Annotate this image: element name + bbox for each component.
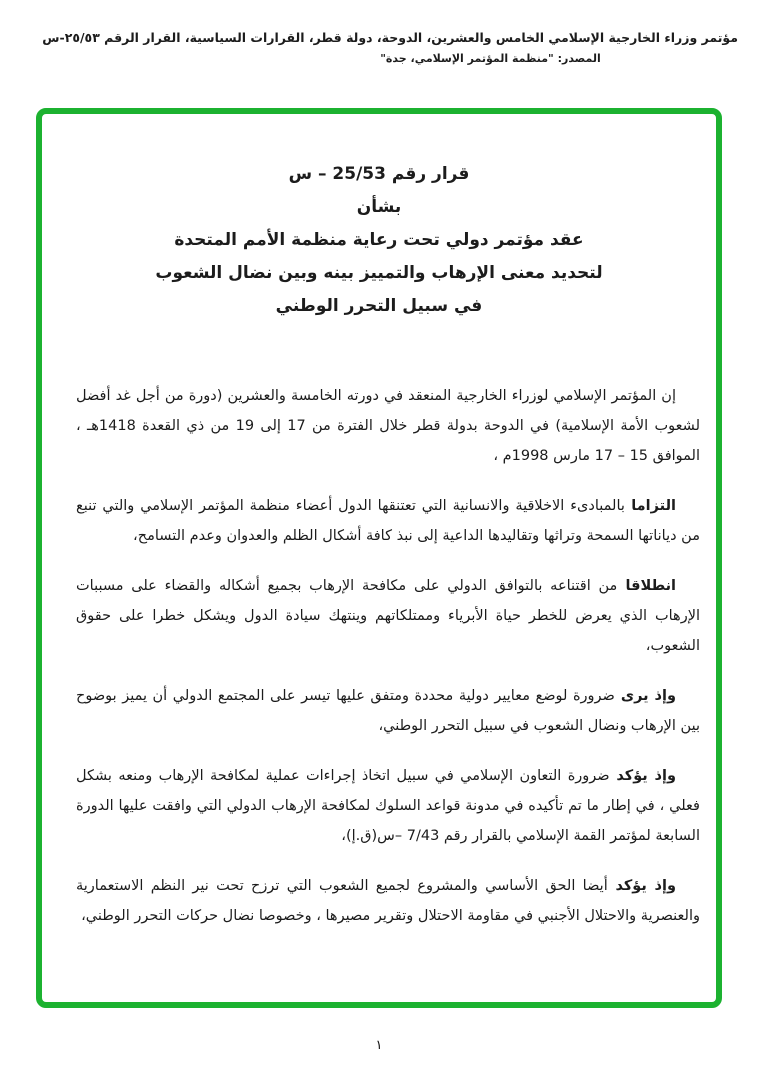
header-source: المصدر: "منظمة المؤتمر الإسلامي، جدة" [380,52,601,65]
paragraph-lead: وإذ يرى [614,688,676,704]
resolution-body [42,381,716,931]
paragraph-text: بالمبادىء الاخلاقية والانسانية التي تعتنقها الدول أعضاء منظمة المؤتمر الإسلامي والتي تنبع من دياناتها السمحة وتراثها وتقاليدها الداعية إلى نبذ كافة أشكال الظلم والعدوان وعدم التسامح، [76,498,700,544]
paragraph-lead: انطلاقا [617,578,676,594]
title-subject-line-3: في سبيل التحرر الوطني [275,296,483,316]
paragraph-considering [76,681,700,741]
title-resolution-number: قرار رقم 25/53 – س [288,164,470,184]
title-subject-line-1: عقد مؤتمر دولي تحت رعاية منظمة الأمم المتحدة [174,230,584,250]
paragraph-lead: وإذ يؤكد [607,878,676,894]
paragraph-lead: التزاما [624,498,676,514]
paragraph-preamble [76,381,700,471]
title-regarding: بشأن [356,197,402,217]
paragraph-affirming-rights [76,871,700,931]
paragraph-lead: وإذ يؤكد [609,768,676,784]
paragraph-text: من اقتناعه بالتوافق الدولي على مكافحة الإرهاب بجميع أشكاله والقضاء على مسببات الإرهاب الذي يعرض للخطر حياة الأبرياء وممتلكاتهم وينتهك سيادة الدول ويشكل خطرا على حقوق الشعوب، [76,578,700,654]
paragraph-text: إن المؤتمر الإسلامي لوزراء الخارجية المنعقد في دورته الخامسة والعشرين (دورة من أجل غد أفضل لشعوب الأمة الإسلامية) في الدوحة بدولة قطر خلال الفترة من 17 إلى 19 من ذي القعدة 1418هـ ، الموافق 15 – 17 مارس 1998م ، [76,388,700,464]
paragraph-affirming-cooperation [76,761,700,851]
paragraph-text: ضرورة لوضع معايير دولية محددة ومتفق عليها تيسر على المجتمع الدولي أن يميز بوضوح بين الإرهاب ونضال الشعوب في سبيل التحرر الوطني، [76,688,700,734]
paragraph-text: ضرورة التعاون الإسلامي في سبيل اتخاذ إجراءات عملية لمكافحة الإرهاب ومنعه بشكل فعلي ، في إطار ما تم تأكيده في مدونة قواعد السلوك لمكافحة الإرهاب الدولي التي وافقت عليها الدورة السابعة لمؤتمر القمة الإسلامي بالقرار رقم 7/43 –س(ق.إ)، [76,768,700,844]
resolution-title-block [42,158,716,323]
paragraph-proceeding [76,571,700,661]
paragraph-text: أيضا الحق الأساسي والمشروع لجميع الشعوب التي ترزح تحت نير النظم الاستعمارية والعنصرية والاحتلال الأجنبي في مقاومة الاحتلال وتقرير مصيرها ، وخصوصا نضال حركات التحرر الوطني، [76,878,700,924]
title-subject-line-2: لتحديد معنى الإرهاب والتمييز بينه وبين نضال الشعوب [155,263,603,283]
paragraph-commitment [76,491,700,551]
page-number: ١ [375,1038,383,1053]
document-header [42,30,738,65]
header-citation: مؤتمر وزراء الخارجية الإسلامي الخامس والعشرين، الدوحة، دولة قطر، القرارات السياسية، القرار الرقم ٢٥/٥٣-س [42,30,738,45]
green-border-frame [36,108,722,1008]
